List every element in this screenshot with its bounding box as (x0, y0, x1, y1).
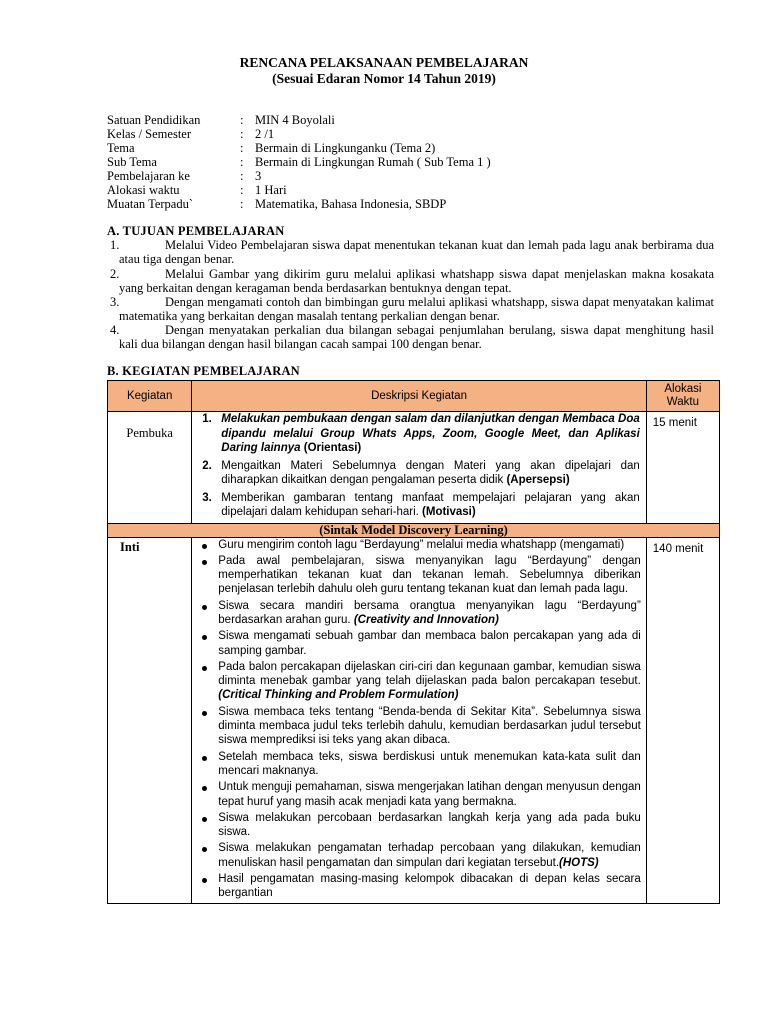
bullet-icon (202, 560, 207, 565)
item-text: Hasil pengamatan masing-masing kelompok dibacakan di depan kelas secara bergantian (218, 873, 641, 900)
list-item (192, 412, 640, 456)
table-row-pembuka (108, 412, 720, 524)
identity-value: 2 /1 (255, 127, 275, 141)
inti-list (192, 538, 646, 901)
list-item (192, 705, 641, 748)
item-text: Siswa melakukan percobaan berdasarkan langkah kerja yang ada pada buku siswa. (218, 811, 641, 839)
identity-label: Satuan Pendidikan (107, 113, 201, 127)
objective-number: 3. (110, 295, 120, 309)
list-item (192, 750, 641, 779)
pembuka-label: Pembuka (126, 426, 173, 440)
item-text: Setelah membaca teks, siswa berdiskusi untuk menemukan kata-kata sulit dan mencari maknanya. (218, 750, 641, 777)
document-title: RENCANA PELAKSANAAN PEMBELAJARAN (239, 55, 529, 70)
identity-label: Sub Tema (107, 155, 157, 169)
objective-item (107, 267, 714, 295)
identity-value: MIN 4 Boyolali (255, 113, 335, 127)
item-tag: (HOTS) (559, 856, 599, 869)
list-item (192, 629, 641, 658)
document-subtitle: (Sesuai Edaran Nomor 14 Tahun 2019) (272, 71, 496, 86)
objective-text: Melalui Video Pembelajaran siswa dapat menentukan tekanan kuat dan lemah pada lagu anak berbirama dua atau tiga dengan benar. (119, 238, 714, 267)
objective-item (107, 295, 714, 323)
list-item (192, 538, 641, 552)
identity-colon: : (240, 113, 244, 127)
identity-colon: : (240, 127, 244, 141)
table-row-inti (108, 537, 720, 903)
identity-value: Bermain di Lingkungan Rumah ( Sub Tema 1 ) (255, 155, 491, 169)
objective-text: Melalui Gambar yang dikirim guru melalui aplikasi whatshapp siswa dapat menjelaskan makna kosakata yang berkaitan dengan keragaman benda berdasarkan bentuknya dengan tepat. (119, 267, 714, 296)
identity-value: 3 (255, 169, 262, 183)
item-text: Siswa mengamati sebuah gambar dan membaca balon percakapan yang ada di samping gambar. (218, 630, 641, 657)
inti-label: Inti (120, 539, 140, 554)
deskripsi-cell (192, 537, 647, 903)
bullet-icon (202, 878, 207, 883)
header-deskripsi: Deskripsi Kegiatan (192, 381, 647, 412)
sintak-label: (Sintak Model Discovery Learning) (108, 523, 720, 537)
bullet-icon (202, 666, 207, 671)
item-number: 1. (202, 413, 212, 425)
list-item (192, 554, 641, 597)
bullet-icon (202, 544, 207, 549)
item-number: 3. (202, 491, 212, 504)
item-tag: (Creativity and Innovation) (353, 613, 499, 626)
list-item (192, 660, 641, 703)
identity-colon: : (240, 141, 244, 155)
list-item (192, 599, 641, 628)
identity-colon: : (240, 169, 244, 183)
header-alokasi: Alokasi Waktu (646, 381, 719, 412)
identity-colon: : (240, 155, 244, 169)
waktu-cell: 140 menit (646, 537, 719, 903)
sintak-row (108, 523, 720, 537)
identity-label: Tema (107, 141, 135, 155)
item-text: Guru mengirim contoh lagu “Berdayung” melalui media whatshapp (mengamati) (218, 538, 625, 551)
deskripsi-cell (192, 412, 647, 524)
table-header-row (108, 381, 720, 412)
list-item (192, 459, 640, 488)
activity-table (107, 380, 720, 904)
objective-item (107, 323, 714, 351)
section-b-heading: B. KEGIATAN PEMBELAJARAN (107, 364, 300, 378)
objective-number: 1. (110, 238, 120, 252)
item-text: Siswa melakukan pengamatan terhadap percobaan yang dilakukan, kemudian menuliskan hasil pengamatan dan simpulan dari kegiatan tersebut. (218, 842, 641, 869)
item-text: Pada awal pembelajaran, siswa menyanyikan lagu “Berdayung” dengan memperhatikan tekanan kuat dan tekanan lemah. Sebelumnya diberikan penjelasan terlebih dahulu oleh guru tentang tekanan kuat dan lemah pada lagu. (218, 554, 641, 596)
bullet-icon (202, 817, 207, 822)
item-text: Siswa secara mandiri bersama orangtua menyanyikan lagu “Berdayung” berdasarkan arahan guru. (218, 599, 641, 626)
list-item (192, 491, 640, 520)
bullet-icon (202, 711, 207, 716)
header-kegiatan: Kegiatan (108, 381, 192, 412)
identity-label: Alokasi waktu (107, 183, 180, 197)
bullet-icon (202, 847, 207, 852)
item-number: 2. (202, 459, 212, 472)
objective-number: 2. (110, 267, 120, 281)
waktu-cell: 15 menit (646, 412, 719, 524)
identity-colon: : (240, 183, 244, 197)
list-item (192, 841, 641, 870)
identity-value: 1 Hari (255, 183, 287, 197)
item-tag: (Critical Thinking and Problem Formulation) (218, 689, 459, 702)
pembuka-list (192, 412, 646, 520)
kegiatan-cell (108, 412, 192, 524)
item-text: Siswa membaca teks tentang “Benda-benda di Sekitar Kita”. Sebelumnya siswa diminta membaca judul teks terlebih dahulu, kemudian berdasarkan judul tersebut siswa memprediksi isi teks yang akan dibaca. (218, 705, 641, 747)
item-tag: (Orientasi) (303, 442, 362, 454)
identity-colon: : (240, 197, 244, 211)
item-text: Mengaitkan Materi Sebelumnya dengan Materi yang akan dipelajari dan diharapkan dikaitkan dengan pengalaman peserta didik (221, 459, 640, 486)
item-text: Pada balon percakapan dijelaskan ciri-ciri dan kegunaan gambar, kemudian siswa diminta menebak gambar yang telah dijelaskan pada balon percakapan tesebut. (218, 660, 641, 688)
bullet-icon (202, 786, 207, 791)
identity-value: Matematika, Bahasa Indonesia, SBDP (255, 197, 447, 211)
objective-text: Dengan mengamati contoh dan bimbingan guru melalui aplikasi whatshapp, siswa dapat menyatakan kalimat matematika yang berkaitan dengan masalah tentang perkalian dengan benar. (119, 295, 714, 324)
list-item (192, 872, 641, 901)
identity-label: Pembelajaran ke (107, 169, 190, 183)
bullet-icon (202, 756, 207, 761)
identity-value: Bermain di Lingkunganku (Tema 2) (255, 141, 436, 155)
item-text: Memberikan gambaran tentang manfaat mempelajari pelajaran yang akan dipelajari dalam kehidupan sehari-hari. (221, 491, 640, 518)
item-tag: (Motivasi) (422, 506, 476, 518)
objective-number: 4. (110, 323, 120, 337)
bullet-icon (202, 635, 207, 640)
objective-item (107, 238, 714, 266)
section-a-heading: A. TUJUAN PEMBELAJARAN (107, 224, 285, 238)
item-text: Untuk menguji pemahaman, siswa mengerjakan latihan dengan menyusun dengan tepat huruf yang masih acak menjadi kata yang bermakna. (218, 781, 641, 808)
kegiatan-cell (108, 537, 192, 903)
identity-label: Kelas / Semester (107, 127, 192, 141)
list-item (192, 780, 641, 809)
list-item (192, 811, 641, 840)
bullet-icon (202, 605, 207, 610)
identity-label: Muatan Terpadu` (107, 197, 194, 211)
item-text: Melakukan pembukaan dengan salam dan dilanjutkan dengan Membaca Doa dipandu melalui Group Whats Apps, Zoom, Google Meet, dan Aplikasi Daring lainnya (221, 413, 640, 454)
item-tag: (Apersepsi) (506, 474, 570, 486)
objective-text: Dengan menyatakan perkalian dua bilangan sebagai penjumlahan berulang, siswa dapat menghitung hasil kali dua bilangan dengan hasil bilangan cacah sampai 100 dengan benar. (119, 323, 714, 352)
